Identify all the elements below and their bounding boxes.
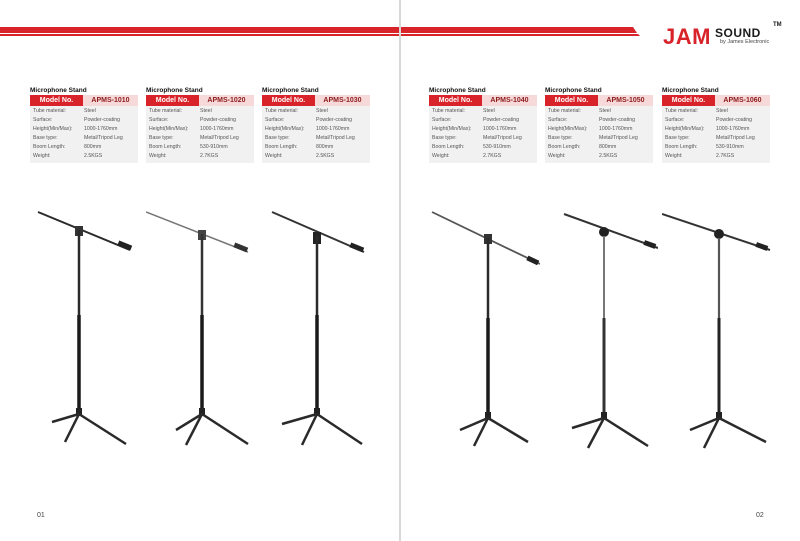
model-number: APMS-1020	[199, 95, 254, 106]
spec-value: 530-910mm	[483, 144, 511, 150]
spec-row	[30, 107, 138, 116]
spec-value: Powder-coating	[316, 117, 353, 123]
spec-row	[429, 134, 537, 143]
spec-row	[262, 134, 370, 143]
spec-value: Steel	[716, 108, 728, 114]
spec-key: Base type:	[265, 135, 290, 141]
spec-row	[545, 125, 653, 134]
spec-key: Tube material:	[33, 108, 66, 114]
spec-value: 800mm	[599, 144, 617, 150]
spec-key: Base type:	[432, 135, 457, 141]
spec-row	[429, 107, 537, 116]
spec-value: Steel	[599, 108, 611, 114]
spec-key: Weight:	[548, 153, 566, 159]
spec-key: Surface:	[432, 117, 452, 123]
logo-jam: JAM	[663, 24, 711, 49]
spec-row	[262, 152, 370, 161]
spec-key: Tube material:	[265, 108, 298, 114]
spec-header	[262, 95, 370, 106]
spec-key: Base type:	[548, 135, 573, 141]
spec-row	[262, 125, 370, 134]
spec-row	[30, 143, 138, 152]
spec-card-4	[429, 86, 537, 163]
spec-rows	[662, 106, 770, 163]
spec-value: 800mm	[316, 144, 334, 150]
spec-key: Height(Min/Max):	[265, 126, 305, 132]
spec-key: Tube material:	[665, 108, 698, 114]
spec-row	[662, 107, 770, 116]
model-number: APMS-1010	[83, 95, 138, 106]
spec-row	[146, 134, 254, 143]
spec-value: Metal/Tripod Leg	[84, 135, 123, 141]
spec-card-6	[662, 86, 770, 163]
spec-value: 1000-1760mm	[716, 126, 750, 132]
spec-rows	[429, 106, 537, 163]
spec-row	[429, 116, 537, 125]
model-label: Model No.	[146, 95, 199, 106]
model-number: APMS-1060	[715, 95, 770, 106]
spec-value: Powder-coating	[599, 117, 636, 123]
spec-value: 530-910mm	[200, 144, 228, 150]
spec-value: Steel	[200, 108, 212, 114]
model-number: APMS-1030	[315, 95, 370, 106]
model-label: Model No.	[262, 95, 315, 106]
spec-value: Steel	[483, 108, 495, 114]
spec-row	[30, 134, 138, 143]
spec-key: Surface:	[548, 117, 568, 123]
spec-category: Microphone Stand	[662, 87, 719, 94]
spec-row	[30, 125, 138, 134]
model-label: Model No.	[662, 95, 715, 106]
spec-row	[146, 143, 254, 152]
spec-value: 1000-1760mm	[84, 126, 118, 132]
spec-rows	[262, 106, 370, 163]
spec-key: Surface:	[665, 117, 685, 123]
spec-row	[662, 143, 770, 152]
spec-key: Boom Length:	[548, 144, 581, 150]
spec-category: Microphone Stand	[545, 87, 602, 94]
spec-value: Metal/Tripod Leg	[483, 135, 522, 141]
spec-value: 2.7KGS	[200, 153, 219, 159]
spec-value: Steel	[316, 108, 328, 114]
spec-key: Height(Min/Max):	[548, 126, 588, 132]
spec-value: Steel	[84, 108, 96, 114]
spec-row	[30, 152, 138, 161]
spec-key: Weight:	[665, 153, 683, 159]
spec-value: 530-910mm	[716, 144, 744, 150]
spec-key: Height(Min/Max):	[432, 126, 472, 132]
model-label: Model No.	[30, 95, 83, 106]
spec-category: Microphone Stand	[30, 87, 87, 94]
spec-header	[429, 95, 537, 106]
spec-key: Tube material:	[548, 108, 581, 114]
brand-logo	[663, 22, 783, 48]
spec-key: Tube material:	[432, 108, 465, 114]
spec-card-1	[30, 86, 138, 163]
spec-header	[662, 95, 770, 106]
spec-key: Height(Min/Max):	[665, 126, 705, 132]
spec-rows	[30, 106, 138, 163]
spec-row	[146, 152, 254, 161]
spec-row	[545, 143, 653, 152]
spec-header	[30, 95, 138, 106]
spec-row	[262, 116, 370, 125]
spec-row	[545, 107, 653, 116]
spec-row	[262, 143, 370, 152]
spec-key: Height(Min/Max):	[33, 126, 73, 132]
stand-image-1	[30, 200, 140, 460]
spec-card-5	[545, 86, 653, 163]
spec-row	[545, 116, 653, 125]
spec-value: Powder-coating	[483, 117, 520, 123]
spec-rows	[545, 106, 653, 163]
spec-row	[146, 107, 254, 116]
logo-trademark: TM	[773, 22, 782, 28]
spec-row	[429, 143, 537, 152]
spec-header	[146, 95, 254, 106]
spec-category: Microphone Stand	[146, 87, 203, 94]
model-label: Model No.	[545, 95, 598, 106]
spec-key: Boom Length:	[432, 144, 465, 150]
spec-value: 1000-1760mm	[599, 126, 633, 132]
spec-row	[30, 116, 138, 125]
spec-value: 1000-1760mm	[200, 126, 234, 132]
spec-row	[146, 125, 254, 134]
spec-row	[545, 152, 653, 161]
spec-value: Powder-coating	[716, 117, 753, 123]
spec-key: Boom Length:	[665, 144, 698, 150]
spec-key: Tube material:	[149, 108, 182, 114]
spec-key: Height(Min/Max):	[149, 126, 189, 132]
spec-key: Weight:	[265, 153, 283, 159]
spec-category: Microphone Stand	[429, 87, 486, 94]
spec-value: 2.5KGS	[599, 153, 618, 159]
model-label: Model No.	[429, 95, 482, 106]
spec-rows	[146, 106, 254, 163]
spec-key: Weight:	[149, 153, 167, 159]
spec-value: 1000-1760mm	[483, 126, 517, 132]
spec-row	[545, 134, 653, 143]
header-stripes-right	[401, 0, 641, 40]
logo-tagline: by James Electronic	[720, 39, 770, 45]
spec-key: Surface:	[33, 117, 53, 123]
stand-image-3	[262, 200, 372, 460]
spec-key: Boom Length:	[33, 144, 66, 150]
spec-header	[545, 95, 653, 106]
header-stripes-left	[0, 0, 399, 40]
spec-value: 800mm	[84, 144, 102, 150]
spec-value: 1000-1760mm	[316, 126, 350, 132]
spec-value: 2.7KGS	[716, 153, 735, 159]
stand-image-6	[662, 200, 772, 460]
spec-key: Weight:	[33, 153, 51, 159]
spec-card-3	[262, 86, 370, 163]
spec-value: Metal/Tripod Leg	[716, 135, 755, 141]
stand-image-5	[548, 200, 658, 460]
spec-key: Base type:	[149, 135, 174, 141]
page-number-left: 01	[37, 512, 45, 519]
spec-key: Boom Length:	[265, 144, 298, 150]
spec-row	[429, 152, 537, 161]
spec-key: Surface:	[265, 117, 285, 123]
spec-key: Base type:	[33, 135, 58, 141]
spec-value: 2.5KGS	[316, 153, 335, 159]
spec-row	[662, 152, 770, 161]
model-number: APMS-1040	[482, 95, 537, 106]
spec-row	[662, 116, 770, 125]
spec-key: Surface:	[149, 117, 169, 123]
spec-value: Metal/Tripod Leg	[200, 135, 239, 141]
spec-value: Metal/Tripod Leg	[599, 135, 638, 141]
spec-value: 2.5KGS	[84, 153, 103, 159]
stand-image-2	[146, 200, 256, 460]
spec-row	[262, 107, 370, 116]
spec-row	[662, 134, 770, 143]
spec-value: Powder-coating	[84, 117, 121, 123]
spec-key: Base type:	[665, 135, 690, 141]
spec-value: Powder-coating	[200, 117, 237, 123]
spec-key: Weight:	[432, 153, 450, 159]
spec-row	[429, 125, 537, 134]
spec-card-2	[146, 86, 254, 163]
spec-key: Boom Length:	[149, 144, 182, 150]
spec-row	[662, 125, 770, 134]
page-fold	[399, 0, 401, 541]
spec-row	[146, 116, 254, 125]
page-number-right: 02	[756, 512, 764, 519]
stand-image-4	[430, 200, 540, 460]
spec-value: Metal/Tripod Leg	[316, 135, 355, 141]
model-number: APMS-1050	[598, 95, 653, 106]
spec-value: 2.7KGS	[483, 153, 502, 159]
logo-sound: SOUND	[715, 26, 761, 40]
spec-category: Microphone Stand	[262, 87, 319, 94]
